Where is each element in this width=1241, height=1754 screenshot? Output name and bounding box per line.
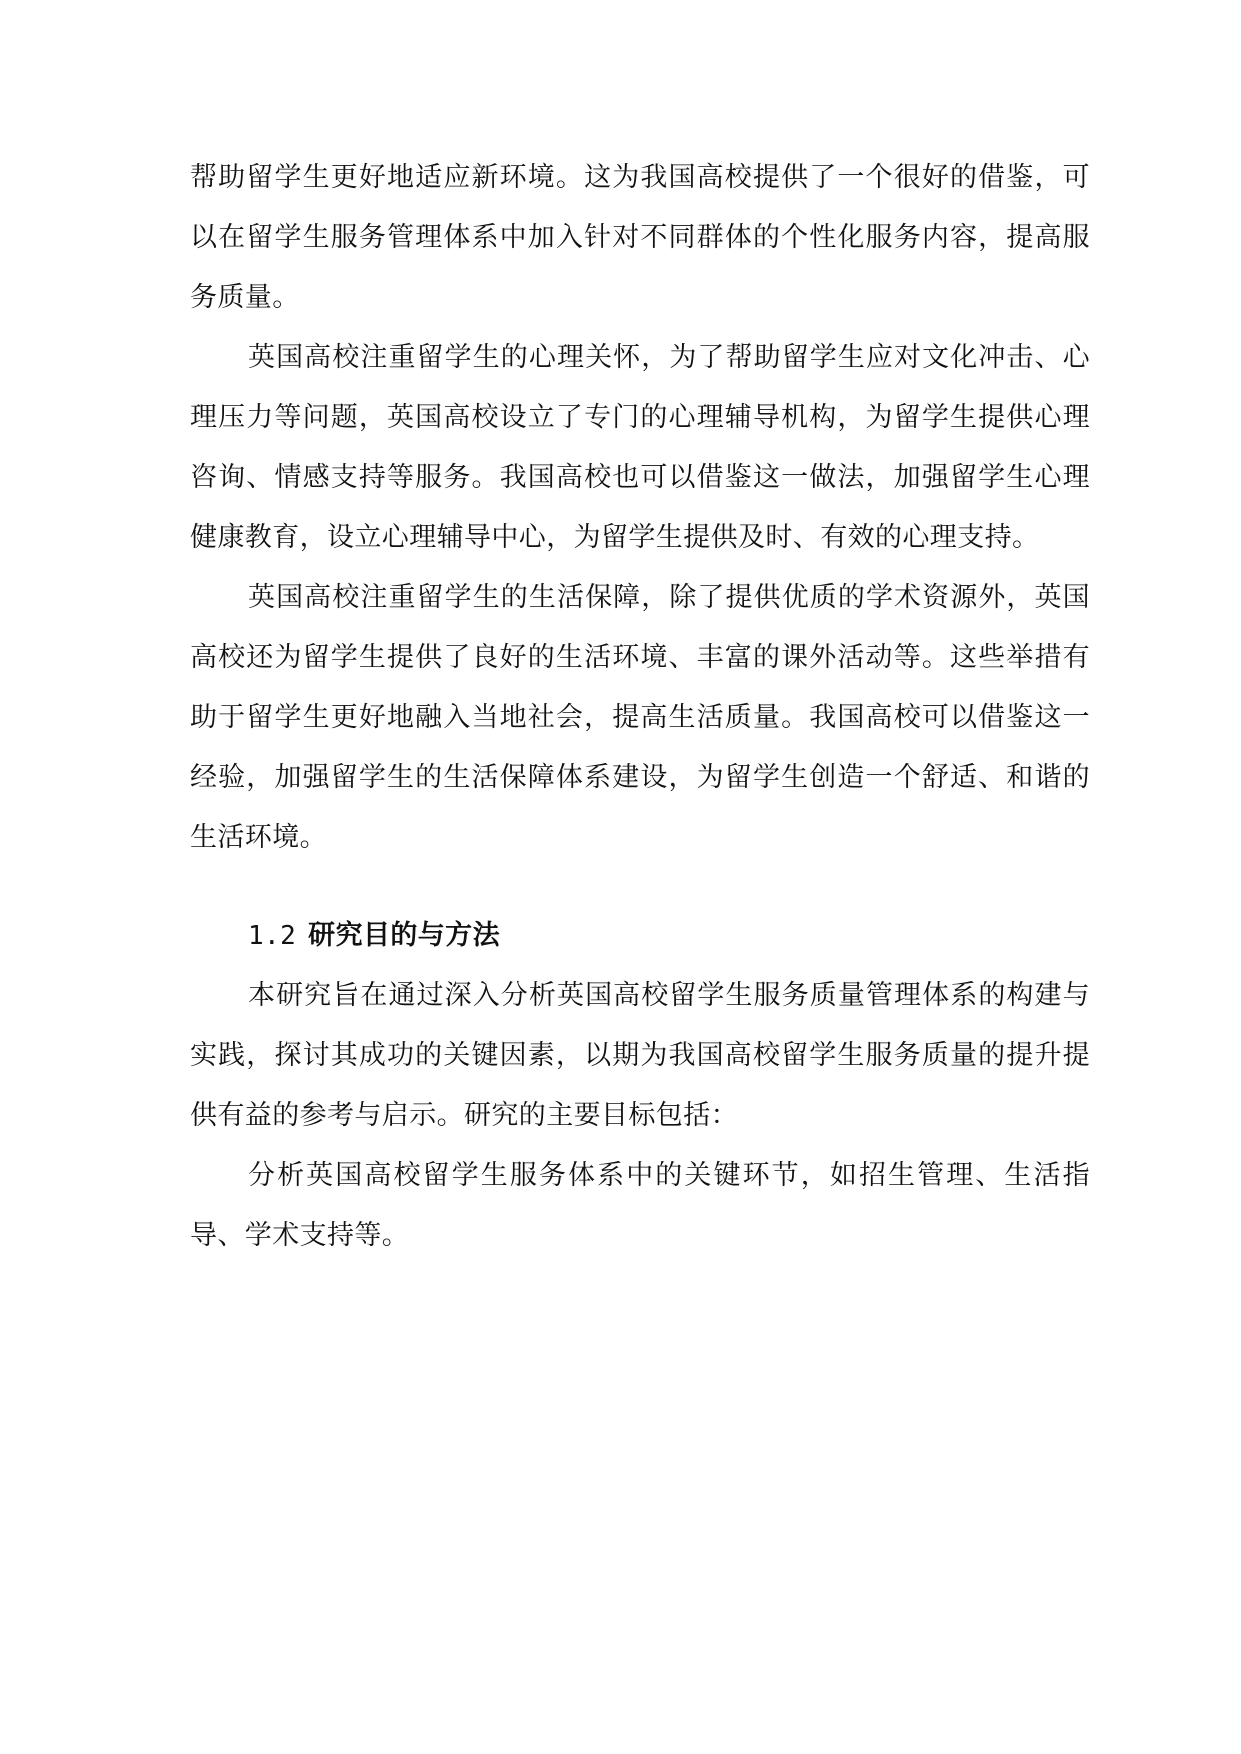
paragraph-continued-adaptation: 帮助留学生更好地适应新环境。这为我国高校提供了一个很好的借鉴，可以在留学生服务管理体系中加入针对不同群体的个性化服务内容，提高服务质量。 [190,162,1090,313]
section-title: 研究目的与方法 [308,920,500,951]
paragraph-research-goal-item: 分析英国高校留学生服务体系中的关键环节，如招生管理、生活指导、学术支持等。 [190,1160,1090,1251]
paragraph-psychological-care: 英国高校注重留学生的心理关怀，为了帮助留学生应对文化冲击、心理压力等问题，英国高校设立了专门的心理辅导机构，为留学生提供心理咨询、情感支持等服务。我国高校也可以借鉴这一做法，加强留学生心理健康教育，设立心理辅导中心，为留学生提供及时、有效的心理支持。 [190,342,1090,553]
section-heading [190,906,1090,966]
paragraph-research-aim: 本研究旨在通过深入分析英国高校留学生服务质量管理体系的构建与实践，探讨其成功的关键因素，以期为我国高校留学生服务质量的提升提供有益的参考与启示。研究的主要目标包括： [190,980,1090,1131]
section-number: 1.2 [248,921,297,951]
page-body [190,148,1090,1266]
paragraph-life-support: 英国高校注重留学生的生活保障，除了提供优质的学术资源外，英国高校还为留学生提供了良好的生活环境、丰富的课外活动等。这些举措有助于留学生更好地融入当地社会，提高生活质量。我国高校可以借鉴这一经验，加强留学生的生活保障体系建设，为留学生创造一个舒适、和谐的生活环境。 [190,582,1090,853]
